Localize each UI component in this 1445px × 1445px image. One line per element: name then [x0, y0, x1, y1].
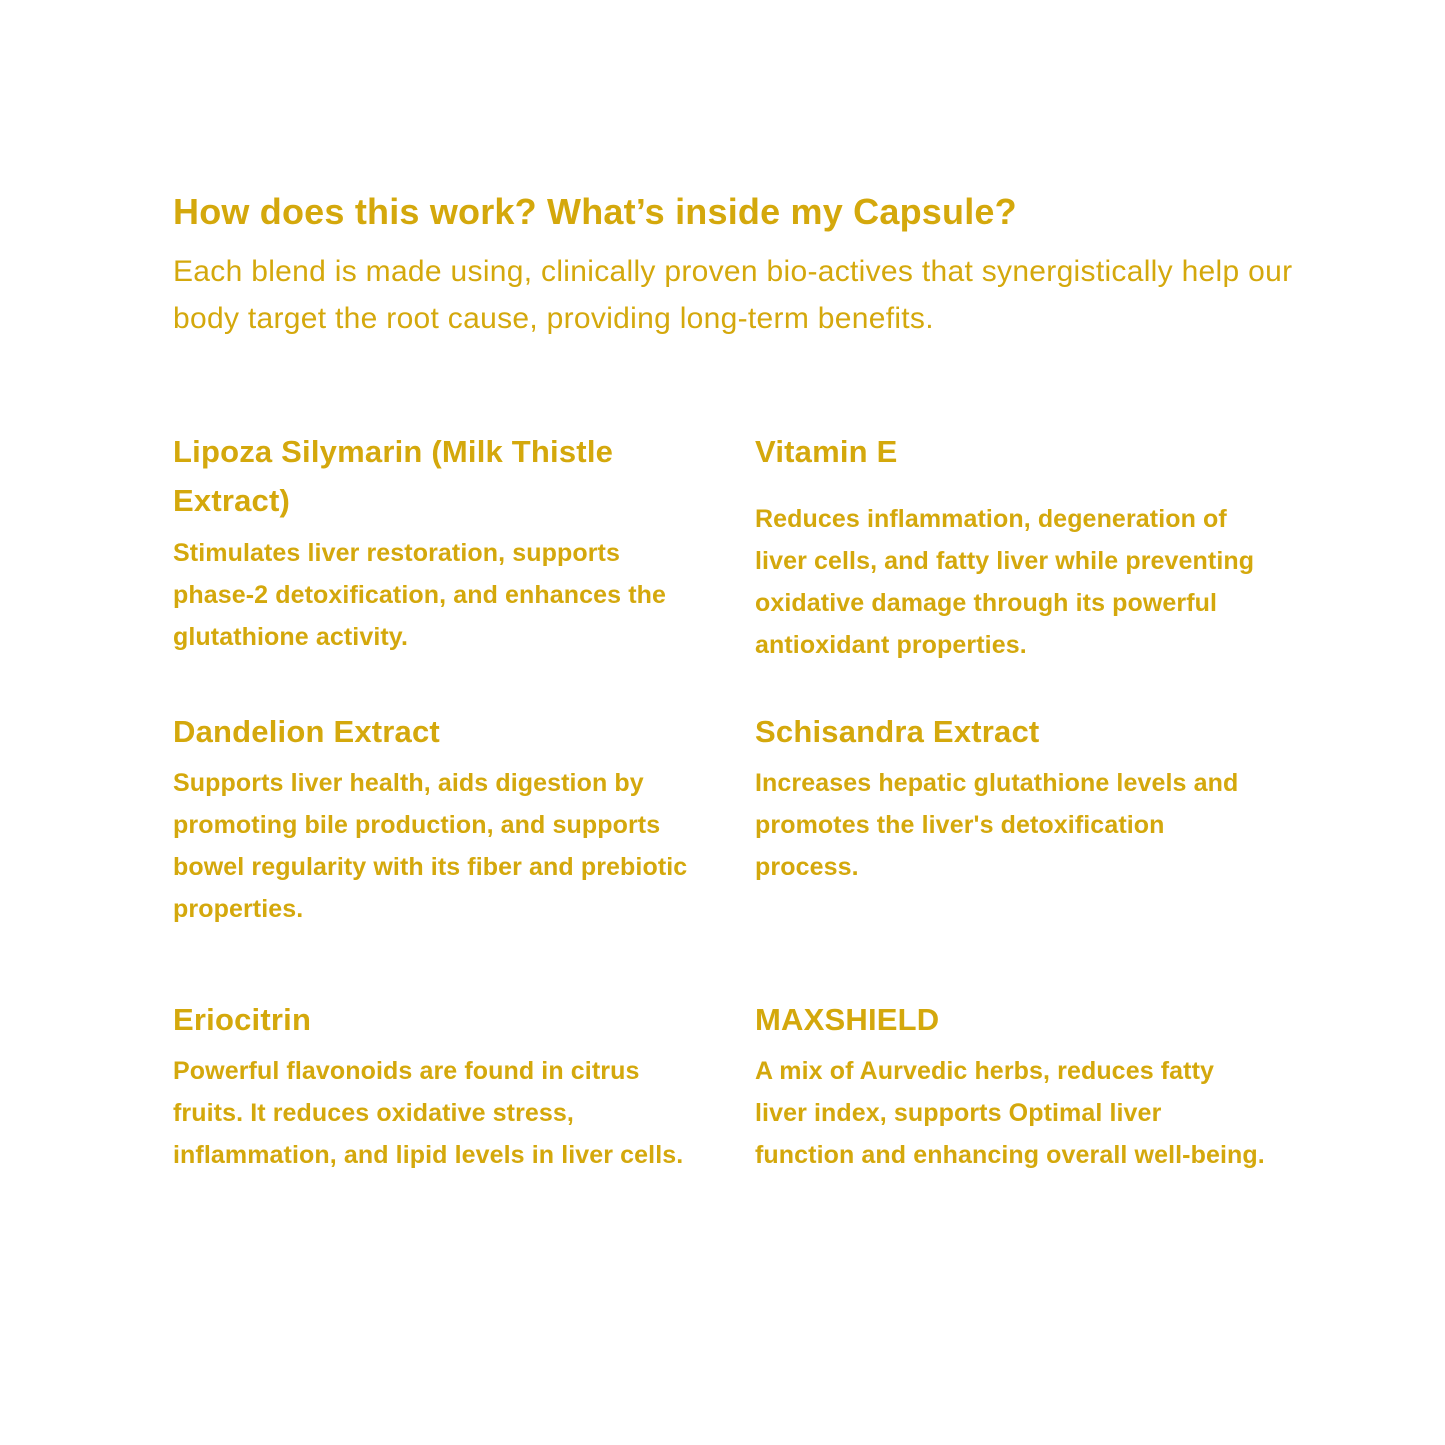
- ingredient-description: A mix of Aurvedic herbs, reduces fatty liver index, supports Optimal liver function and enhancing overall well-being.: [755, 1057, 1265, 1169]
- ingredient-title: Vitamin E: [755, 434, 898, 469]
- ingredient-title: Lipoza Silymarin (Milk Thistle Extract): [173, 434, 614, 518]
- page-title: How does this work? What’s inside my Capsule?: [173, 191, 1017, 232]
- ingredient-card-silymarin: [173, 427, 703, 658]
- intro-text: Each blend is made using, clinically proven bio-actives that synergistically help our body target the root cause, providing long-term benefits.: [173, 255, 1293, 335]
- ingredient-title: Schisandra Extract: [755, 714, 1040, 749]
- ingredient-description: Reduces inflammation, degeneration of liver cells, and fatty liver while preventing oxidative damage through its powerful antioxidant properties.: [755, 505, 1255, 659]
- ingredient-card-eriocitrin: [173, 995, 703, 1176]
- ingredient-title: MAXSHIELD: [755, 1002, 940, 1037]
- ingredient-description: Powerful flavonoids are found in citrus fruits. It reduces oxidative stress, inflammation, and lipid levels in liver cells.: [173, 1057, 684, 1169]
- ingredient-description: Increases hepatic glutathione levels and promotes the liver's detoxification process.: [755, 769, 1239, 881]
- ingredient-card-maxshield: [755, 995, 1285, 1176]
- ingredient-card-schisandra: [755, 707, 1285, 888]
- ingredient-description: Supports liver health, aids digestion by promoting bile production, and supports bowel regularity with its fiber and prebiotic properties.: [173, 769, 688, 923]
- ingredient-title: Dandelion Extract: [173, 714, 440, 749]
- ingredient-description: Stimulates liver restoration, supports phase-2 detoxification, and enhances the glutathione activity.: [173, 539, 667, 651]
- ingredient-title: Eriocitrin: [173, 1002, 312, 1037]
- ingredient-card-vitamin-e: [755, 427, 1285, 666]
- ingredient-card-dandelion: [173, 707, 703, 930]
